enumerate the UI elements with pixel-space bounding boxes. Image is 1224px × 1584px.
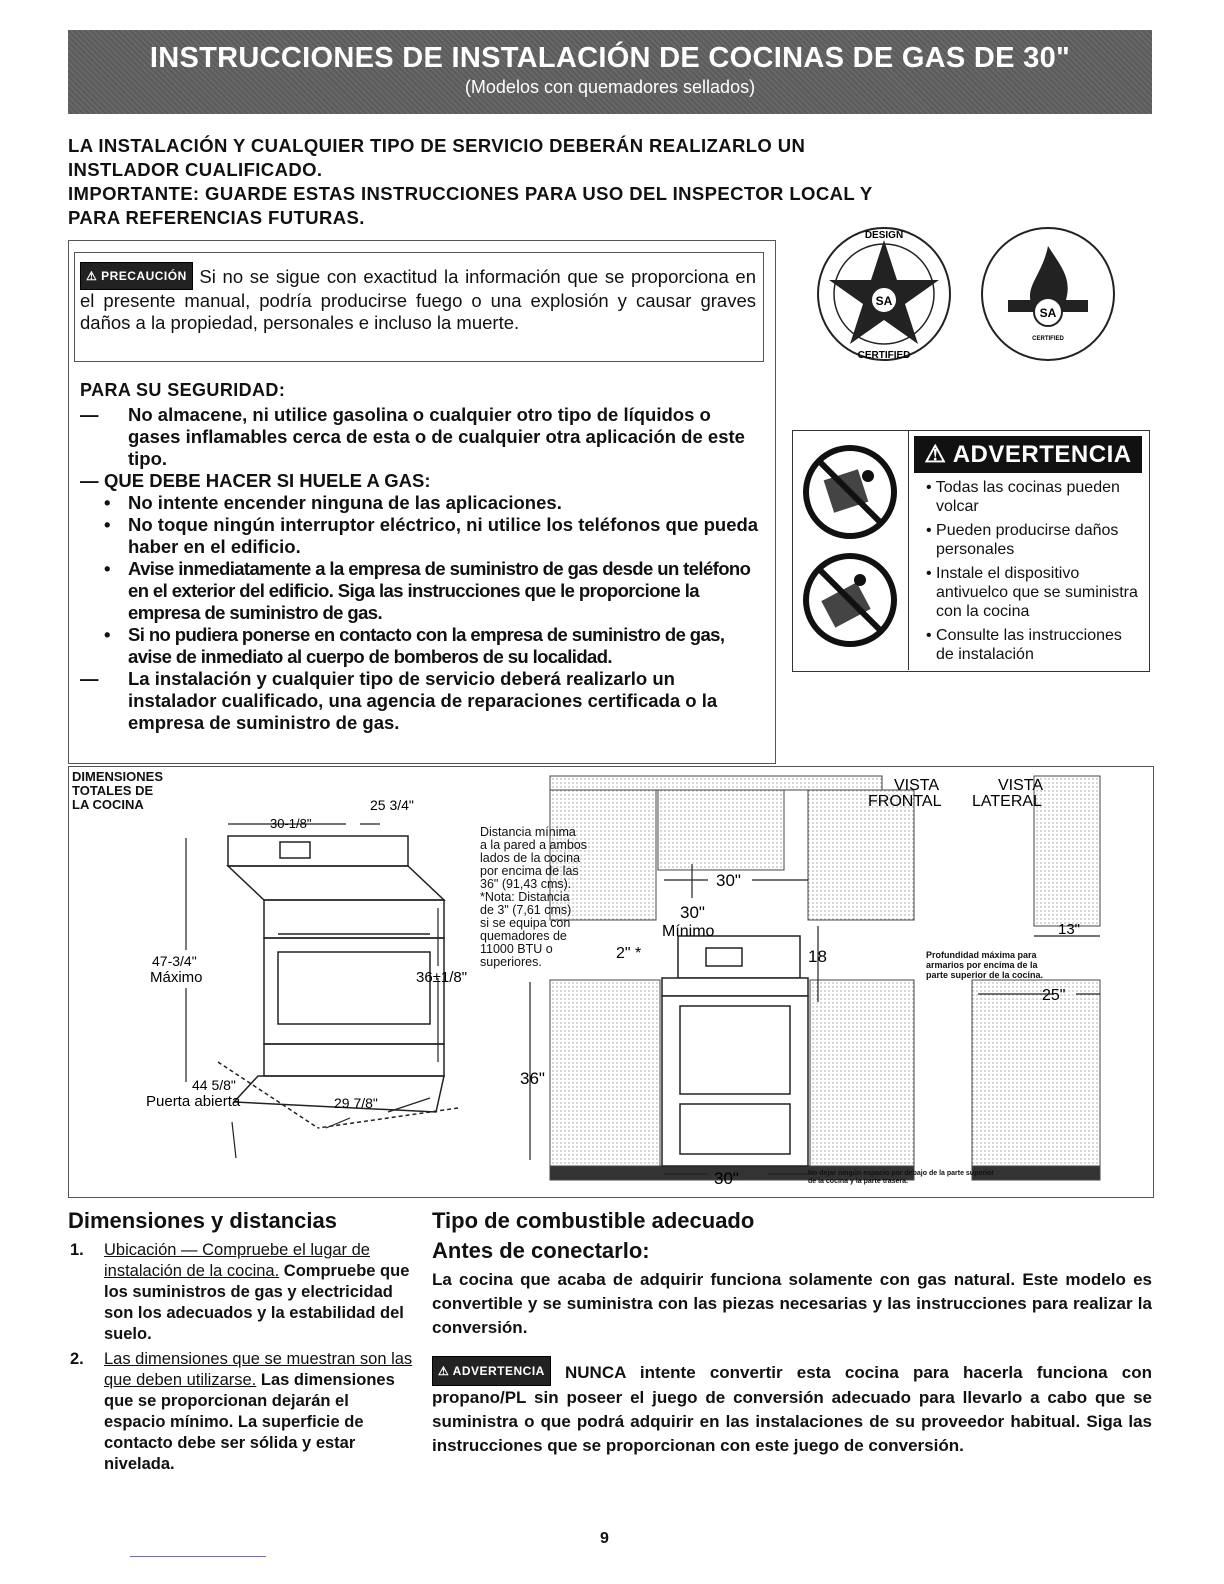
- certification-seals: [812, 222, 1152, 370]
- max-depth-note-line: Profundidad máxima para: [926, 950, 1037, 960]
- tip-warning-icons: [796, 440, 904, 656]
- bottom-depth-label: 29 7/8": [334, 1095, 378, 1111]
- max-depth-note: [926, 950, 1090, 980]
- clearance-note-line: 11000 BTU o: [480, 942, 553, 956]
- safety-section: [80, 378, 760, 734]
- safety-bullet-1: • No intente encender ninguna de las aplicaciones.: [104, 492, 562, 513]
- clearance-note-line: de 3" (7,61 cms): [480, 903, 572, 917]
- height-label: 36±1/8": [416, 969, 468, 986]
- dims-title-line-2: TOTALES DE: [72, 783, 154, 798]
- dims-title: [72, 770, 163, 812]
- range-front-view: [662, 936, 808, 1166]
- caution-text: Si no se sigue con exactitud la información que se proporciona en el presente manual, podría producirse fuego o una explosión y causar graves daños a la propiedad, personales e incluso la muerte.: [80, 266, 756, 333]
- fuel-heading: Tipo de combustible adecuado: [432, 1208, 755, 1233]
- footer-rule: [130, 1556, 266, 1557]
- caution-label: ⚠ PRECAUCIÓN: [80, 262, 193, 290]
- dimensions-item-1: 1. Ubicación — Compruebe el lugar de instalación de la cocina. Compruebe que los suministros de gas y electricidad son los adecuados y la estabilidad del suelo.: [70, 1241, 410, 1343]
- max-height-label: 47-3/4": [152, 953, 197, 969]
- door-open-caption: Puerta abierta: [146, 1093, 241, 1110]
- page-number: 9: [600, 1530, 609, 1547]
- advertencia-list: [922, 478, 1144, 664]
- seal-certified-text-2: CERTIFIED: [1032, 336, 1064, 342]
- csa-mark-2: SA: [1039, 306, 1057, 320]
- connect-heading: Antes de conectarlo:: [432, 1238, 650, 1263]
- dimensions-item-2: 2. Las dimensiones que se muestran son las que deben utilizarse. Las dimensiones que se proporcionan dejarán el espacio mínimo. La superficie de contacto debe ser sólida y estar nivelada.: [70, 1350, 413, 1473]
- counter-depth-label: 25": [1042, 987, 1066, 1004]
- clearance-note-line: superiores.: [480, 955, 542, 969]
- side-view-label-1: VISTA: [998, 777, 1044, 794]
- front-view-label-1: VISTA: [894, 777, 940, 794]
- advertencia-item: • Instale el dispositivo antivuelco que se suministra con la cocina: [926, 565, 1138, 620]
- intro-line-3: IMPORTANTE: GUARDE ESTAS INSTRUCCIONES PARA USO DEL INSPECTOR LOCAL Y: [68, 183, 873, 204]
- no-tipping-icon: [806, 448, 894, 536]
- front-view-label-2: FRONTAL: [868, 793, 942, 810]
- seal-design-text: DESIGN: [864, 230, 904, 241]
- door-open-depth-label: 44 5/8": [192, 1077, 236, 1093]
- advertencia-item: • Pueden producirse daños personales: [926, 522, 1119, 558]
- bottom-gap-note: [808, 1170, 1108, 1186]
- clearance-note-line: Distancia mínima: [480, 825, 576, 839]
- flame-certified-seal: [982, 228, 1114, 360]
- opening-width-label: 30": [714, 1169, 739, 1188]
- page-title: INSTRUCCIONES DE INSTALACIÓN DE COCINAS DE GAS DE 30": [149, 42, 1071, 74]
- upper-clearance-label: 18: [808, 947, 827, 966]
- clearance-note-line: si se equipa con: [480, 916, 571, 930]
- conversion-warning: ⚠ ADVERTENCIA NUNCA intente convertir esta cocina para hacerla funciona con propano/PL sin poseer el juego de conversión adecuado para llevarlo a cabo que se suministra o que podrá adquirir en las instalaciones de su proveedor habitual. Siga las instrucciones que se proporcionan con este juego de conversión.: [432, 1356, 1152, 1458]
- safety-item-3: — La instalación y cualquier tipo de servicio deberá realizarlo un instalador cualificado, una agencia de reparaciones certificada o la empresa de suministro de gas.: [80, 668, 718, 733]
- bottom-gap-note-line-2: de la cocina y la parte trasera.: [808, 1178, 908, 1185]
- clearance-note-line: quemadores de: [480, 929, 567, 943]
- seal-certified-text: CERTIFIED: [857, 350, 911, 361]
- safety-heading: PARA SU SEGURIDAD:: [80, 380, 286, 400]
- dims-title-line-3: LA COCINA: [72, 797, 144, 812]
- safety-item-1: — No almacene, ni utilice gasolina o cualquier otro tipo de líquidos o gases inflamables cerca de esta o de cualquier otra aplicación de este tipo.: [80, 404, 745, 469]
- max-height-caption: Máximo: [150, 969, 203, 986]
- intro-heading: [68, 134, 1168, 230]
- warning-triangle-icon: ⚠: [924, 441, 947, 468]
- width-label: 30-1/8": [270, 816, 312, 831]
- intro-line-4: PARA REFERENCIAS FUTURAS.: [68, 207, 365, 228]
- side-clearance-label: 2" *: [616, 945, 642, 962]
- side-view-label-2: LATERAL: [972, 793, 1042, 810]
- safety-item-2: — QUE DEBE HACER SI HUELE A GAS:: [80, 470, 431, 491]
- depth-label: 25 3/4": [370, 797, 414, 813]
- dimensions-heading: Dimensiones y distancias: [68, 1208, 337, 1233]
- safety-bullet-2: • No toque ningún interruptor eléctrico, ni utilice los teléfonos que pueda haber en el edificio.: [104, 514, 759, 557]
- safety-bullet-4: • Si no pudiera ponerse en contacto con la empresa de suministro de gas, avise de inmediato al cuerpo de bomberos de su localidad.: [104, 624, 725, 667]
- cabinet-gap-label: 30": [716, 871, 741, 890]
- clearance-note-line: lados de la cocina: [480, 851, 581, 865]
- no-climbing-icon: [806, 556, 894, 644]
- csa-mark: SA: [875, 294, 893, 308]
- advertencia-divider: [908, 430, 909, 670]
- advertencia-item: • Consulte las instrucciones de instalación: [926, 627, 1122, 663]
- intro-line-2: INSTLADOR CUALIFICADO.: [68, 159, 323, 180]
- dims-title-line-1: DIMENSIONES: [72, 769, 164, 784]
- fuel-paragraph: La cocina que acaba de adquirir funciona solamente con gas natural. Este modelo es convertible y se suministra con las piezas necesarias y las instrucciones para realizar la conversión.: [432, 1270, 1152, 1337]
- max-depth-note-line: parte superior de la cocina.: [926, 970, 1044, 980]
- max-depth-note-line: armarios por encima de la: [926, 960, 1038, 970]
- bottom-gap-note-line-1: No dejar ningún espacio por debajo de la parte superior: [808, 1170, 994, 1177]
- caution-block: [80, 262, 756, 334]
- cabinet-depth-label: 13": [1058, 921, 1081, 938]
- clearance-note: [480, 826, 620, 969]
- title-banner: [68, 30, 1152, 114]
- clearance-note-line: a la pared a ambos: [480, 838, 588, 852]
- counter-height-label: 36": [520, 1069, 545, 1088]
- page-subtitle: (Modelos con quemadores sellados): [464, 77, 756, 97]
- dimensions-list: [68, 1240, 414, 1475]
- advertencia-item: • Todas las cocinas pueden volcar: [926, 479, 1120, 515]
- clearance-note-line: por encima de las: [480, 864, 579, 878]
- min-clearance-label: 30": [680, 903, 705, 922]
- safety-bullet-3: • Avise inmediatamente a la empresa de suministro de gas desde un teléfono en el exterior del edificio. Siga las instrucciones que le proporcione la empresa de suministro de gas.: [104, 558, 751, 623]
- intro-line-1: LA INSTALACIÓN Y CUALQUIER TIPO DE SERVICIO DEBERÁN REALIZARLO UN: [68, 135, 806, 156]
- advertencia-title: ⚠ ADVERTENCIA: [914, 436, 1142, 473]
- clearance-note-line: 36" (91,43 cms).: [480, 877, 572, 891]
- advertencia-label: ⚠ ADVERTENCIA: [432, 1356, 551, 1386]
- clearance-note-line: *Nota: Distancia: [480, 890, 570, 904]
- min-clearance-caption: Mínimo: [662, 923, 715, 940]
- design-certified-seal: [818, 228, 950, 361]
